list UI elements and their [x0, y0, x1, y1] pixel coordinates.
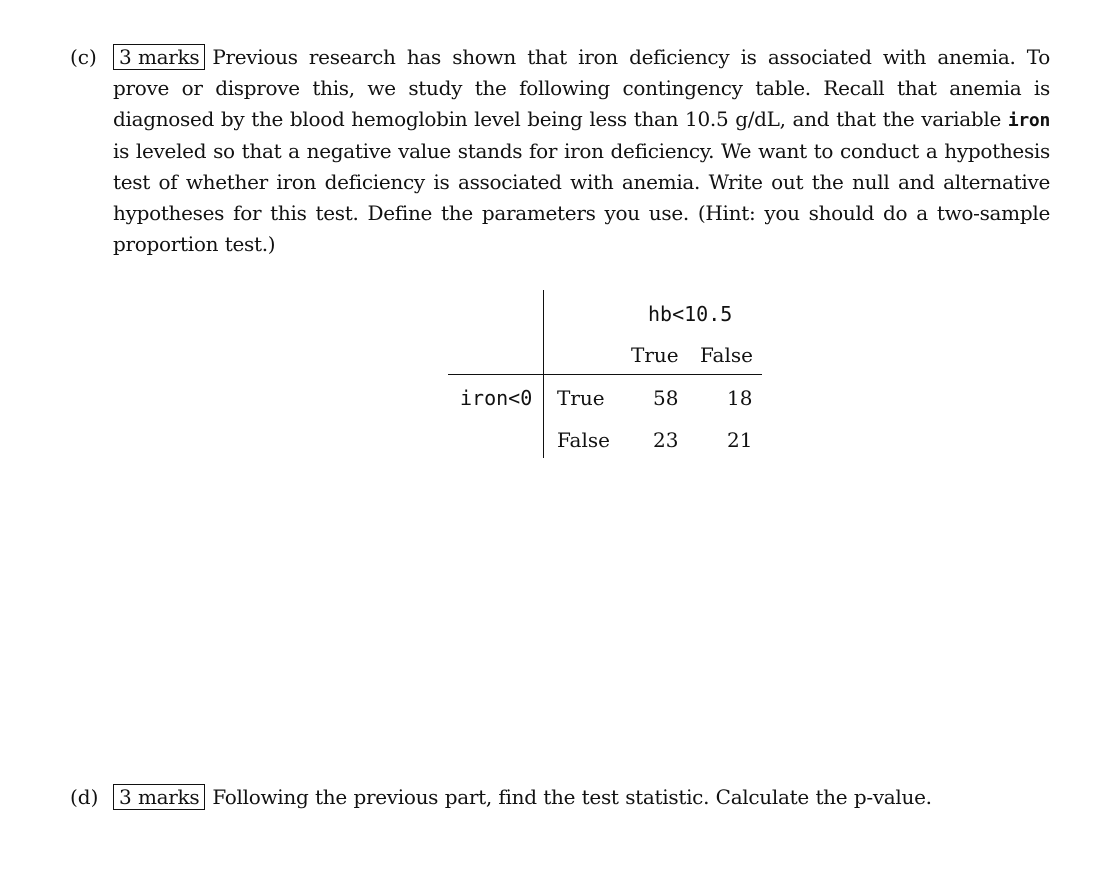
cell-true-false: 18 [727, 386, 753, 410]
column-variable-header: hb<10.5 [648, 302, 733, 326]
table-horizontal-rule [448, 374, 762, 375]
row-level-false: False [557, 428, 610, 452]
column-level-false: False [700, 343, 753, 367]
column-level-true: True [631, 343, 679, 367]
row-variable-header: iron<0 [460, 386, 533, 410]
question-d-label: (d) [70, 785, 99, 809]
cell-true-true: 58 [653, 386, 679, 410]
contingency-table [448, 290, 768, 460]
question-d-text [113, 782, 1050, 813]
question-d-marks-box: 3 marks [113, 784, 205, 810]
row-level-true: True [557, 386, 605, 410]
question-d [70, 782, 1050, 813]
question-c-label: (c) [70, 45, 97, 69]
question-c [70, 42, 1050, 452]
question-d-prompt: Following the previous part, find the test statistic. Calculate the p-value. [212, 785, 932, 809]
question-c-text [113, 42, 1050, 260]
iron-variable-code: iron [1007, 110, 1050, 131]
cell-false-false: 21 [727, 428, 753, 452]
question-c-text-2: is leveled so that a negative value stands for iron deficiency. We want to conduct a hypothesis test of whether iron deficiency is associated with anemia. Write out the null and alternative hypotheses for this test. Define the parameters you use. (Hint: you should do a two-sample proportion test.) [113, 139, 1050, 256]
question-c-marks-box: 3 marks [113, 44, 205, 70]
cell-false-true: 23 [653, 428, 679, 452]
question-c-text-1: Previous research has shown that iron deficiency is associated with anemia. To prove or disprove this, we study the following contingency table. Recall that anemia is diagnosed by the blood hemoglobin level being less than 10.5 g/dL, and that the variable [113, 45, 1050, 131]
